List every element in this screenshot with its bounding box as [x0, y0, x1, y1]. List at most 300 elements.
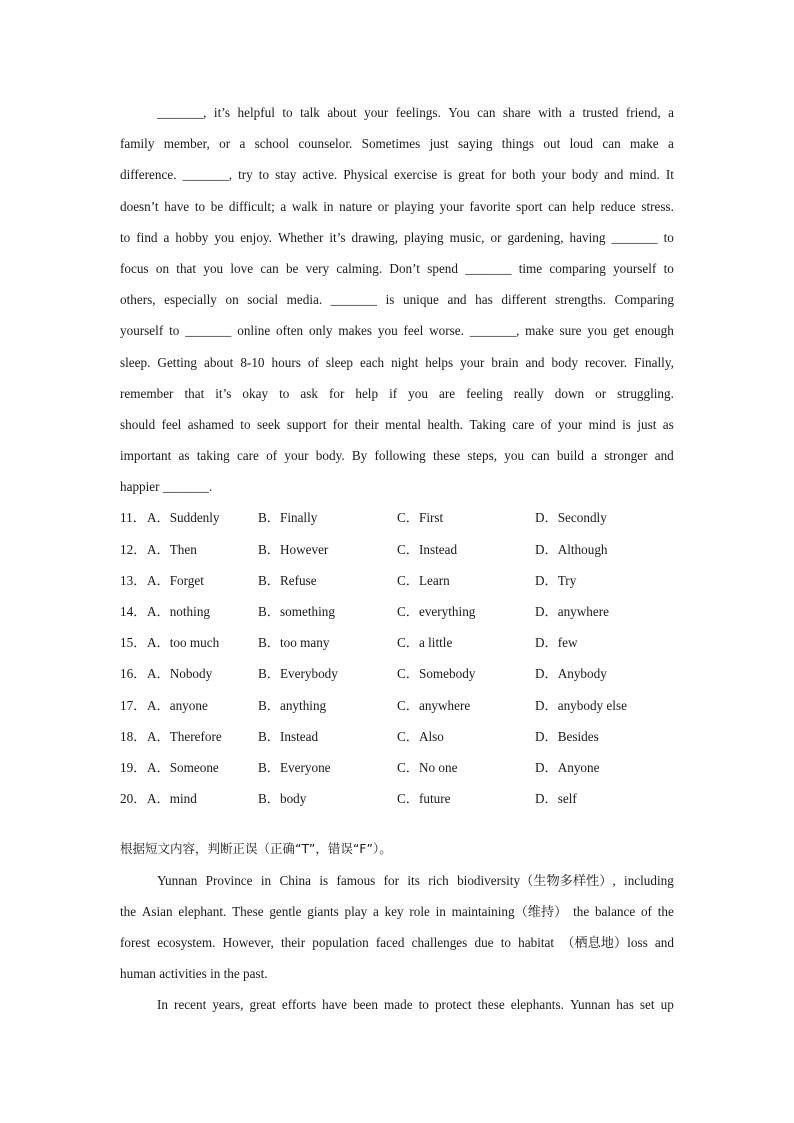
question-number: 15．	[120, 635, 147, 651]
word: is	[622, 416, 631, 432]
word: member,	[163, 136, 210, 152]
option-c[interactable]: C．Somebody	[397, 666, 476, 682]
word: protect	[434, 997, 472, 1013]
question-number: 16．	[120, 666, 147, 682]
word: have	[164, 198, 190, 214]
word: these	[477, 997, 505, 1013]
word: a	[280, 198, 287, 214]
word: music,	[449, 229, 485, 245]
word: trusted	[582, 105, 619, 120]
word: and	[654, 934, 674, 950]
option-b[interactable]: B．Everybody	[258, 666, 338, 682]
word: it’s	[215, 385, 232, 401]
word: 8-10	[240, 354, 265, 370]
word: Asian	[141, 903, 173, 919]
word: or	[219, 136, 231, 152]
word: help	[355, 385, 379, 401]
passage-line	[120, 409, 674, 440]
word: is	[443, 167, 453, 183]
option-d[interactable]: D．Try	[535, 572, 577, 588]
passage-line	[120, 253, 674, 284]
word: a	[163, 229, 170, 245]
question-row	[120, 534, 674, 565]
word: on	[225, 292, 239, 308]
option-d[interactable]: D．Besides	[535, 728, 599, 744]
word: is	[319, 872, 329, 888]
word: feel	[403, 323, 424, 339]
question-number: 18．	[120, 728, 147, 744]
word: Province	[205, 872, 253, 888]
question-row	[120, 721, 674, 752]
word: remember	[120, 385, 174, 401]
option-a[interactable]: A．anyone	[147, 697, 208, 713]
word: of	[266, 448, 278, 464]
option-c[interactable]: C．anywhere	[397, 697, 471, 713]
word: your	[284, 448, 309, 464]
word: great	[458, 167, 485, 183]
word: that	[176, 260, 197, 276]
word: nature	[339, 198, 373, 214]
cloze-passage	[120, 97, 674, 502]
word: a	[667, 136, 674, 152]
word: make	[525, 323, 554, 339]
word: efforts	[281, 997, 317, 1013]
word: is	[385, 292, 395, 308]
word: in	[435, 903, 446, 919]
word: are	[438, 385, 456, 401]
word: your	[439, 198, 464, 214]
word: should	[120, 416, 156, 432]
question-row	[120, 565, 674, 596]
question-number: 12．	[120, 541, 147, 557]
option-c[interactable]: C．Instead	[397, 541, 458, 557]
word: a	[569, 105, 575, 120]
word: can	[260, 260, 279, 276]
word: to	[169, 323, 180, 339]
option-b[interactable]: B．body	[258, 791, 307, 807]
word: drawing,	[351, 229, 399, 245]
word: try	[238, 167, 253, 183]
word: it’s	[213, 105, 231, 120]
word: sleep.	[120, 354, 151, 370]
question-row	[120, 596, 674, 627]
word: about	[327, 105, 357, 120]
word: your	[364, 105, 389, 120]
word: with	[538, 105, 562, 120]
word: feeling	[466, 385, 503, 401]
word: up	[660, 997, 674, 1013]
word: difference.	[120, 167, 177, 183]
word: school	[254, 136, 290, 152]
word: maintaining（维持）	[451, 903, 568, 919]
word: exercise	[394, 167, 438, 183]
document-page	[120, 97, 674, 1020]
word: a	[372, 903, 379, 919]
word: feelings.	[395, 105, 441, 120]
word: You	[448, 105, 470, 120]
word: share	[502, 105, 531, 120]
option-b[interactable]: B．something	[258, 604, 335, 619]
word: as	[178, 448, 190, 464]
word: really	[513, 385, 544, 401]
word: mind.	[629, 167, 660, 183]
word: for	[332, 416, 349, 432]
word: Physical	[343, 167, 388, 183]
word: mental	[385, 416, 422, 432]
word: Yunnan	[569, 997, 611, 1013]
word: stronger	[604, 448, 648, 464]
word: famous	[336, 872, 376, 888]
word: makes	[338, 323, 373, 339]
passage-line	[120, 989, 674, 1020]
word: spend	[427, 260, 458, 276]
word: Whether	[277, 229, 324, 245]
word: hobby	[175, 229, 209, 245]
word: recent	[174, 997, 207, 1013]
word: body.	[315, 448, 345, 464]
word: only	[309, 323, 333, 339]
word: for	[490, 167, 506, 183]
word: you	[408, 385, 428, 401]
word: okay	[242, 385, 269, 401]
word: can	[548, 198, 567, 214]
question-row	[120, 502, 674, 533]
word: saying	[458, 136, 493, 152]
question-number: 17．	[120, 697, 147, 713]
word: social	[247, 292, 279, 308]
passage-line	[120, 128, 674, 159]
word: giants	[307, 903, 339, 919]
word: if	[389, 385, 398, 401]
word: （栖息地）loss	[561, 934, 648, 950]
word: stay	[275, 167, 297, 183]
word: population	[312, 934, 369, 950]
word: find	[136, 229, 158, 245]
word: Comparing	[614, 292, 674, 308]
word: _______	[611, 229, 658, 245]
word: ask	[300, 385, 318, 401]
word: habitat	[518, 934, 555, 950]
question-row	[120, 690, 674, 721]
word: time	[518, 260, 543, 276]
word: have	[322, 997, 348, 1013]
word: elephant.	[178, 903, 227, 919]
word: enjoy.	[240, 229, 272, 245]
word: In	[157, 997, 168, 1013]
word: steps,	[467, 448, 498, 464]
word: to	[120, 229, 131, 245]
question-number: 13．	[120, 572, 147, 588]
word: enough	[635, 323, 674, 339]
word: body	[551, 354, 578, 370]
question-row	[120, 627, 674, 658]
word: health.	[427, 416, 463, 432]
word: Yunnan	[157, 872, 198, 888]
word: sport	[516, 198, 543, 214]
option-b[interactable]: B．Everyone	[258, 759, 331, 775]
word: loud	[569, 136, 594, 152]
option-d[interactable]: D．self	[535, 791, 577, 807]
word: gardening,	[507, 229, 564, 245]
question-row	[120, 783, 674, 814]
word: doesn’t	[120, 198, 159, 214]
word: Sometimes	[361, 136, 421, 152]
question-row	[120, 752, 674, 783]
word: difficult;	[228, 198, 275, 214]
word: a	[668, 105, 674, 120]
word: for	[383, 872, 400, 888]
word: care	[512, 416, 535, 432]
word: active.	[302, 167, 338, 183]
word: the	[657, 903, 674, 919]
word: of	[307, 354, 319, 370]
word: their	[280, 934, 306, 950]
word: to	[500, 934, 511, 950]
word: a	[591, 448, 598, 464]
word: night	[391, 354, 419, 370]
word: or	[490, 229, 502, 245]
word: playing	[404, 229, 444, 245]
word: to	[663, 260, 674, 276]
option-a[interactable]: A．Nobody	[147, 666, 213, 682]
word: get	[613, 323, 630, 339]
word: By	[351, 448, 368, 464]
word: _______	[465, 260, 512, 276]
word: taking	[196, 448, 230, 464]
word: your	[460, 354, 485, 370]
word: to	[240, 416, 251, 432]
passage-line	[120, 440, 674, 471]
word: media.	[286, 292, 323, 308]
word: your	[541, 167, 566, 183]
word: of	[540, 416, 552, 432]
word: gentle	[269, 903, 302, 919]
word: support	[286, 416, 327, 432]
word: sleep	[325, 354, 353, 370]
word: and	[525, 354, 545, 370]
word: make	[630, 136, 659, 152]
word: you	[203, 260, 224, 276]
word: things	[501, 136, 535, 152]
word: reduce	[600, 198, 636, 214]
word: been	[353, 997, 378, 1013]
word: faced	[375, 934, 405, 950]
word: including	[624, 872, 674, 888]
word: online	[237, 323, 271, 339]
word: However,	[222, 934, 274, 950]
word: or	[377, 198, 389, 214]
word: challenges	[411, 934, 468, 950]
word: Finally,	[634, 354, 674, 370]
option-c[interactable]: C．Also	[397, 728, 444, 744]
word: worse.	[429, 323, 464, 339]
word: _______	[330, 292, 377, 308]
option-c[interactable]: C．a little	[397, 635, 453, 651]
word: key	[384, 903, 404, 919]
word: out	[543, 136, 561, 152]
word: hours	[271, 354, 301, 370]
option-d[interactable]: D．Secondly	[535, 510, 607, 526]
word: playing	[394, 198, 434, 214]
word: role	[409, 903, 430, 919]
word: mind	[588, 416, 616, 432]
word: Don’t	[389, 260, 420, 276]
word: comparing	[549, 260, 606, 276]
word: a	[239, 136, 246, 152]
option-d[interactable]: D．Although	[535, 541, 608, 557]
option-b[interactable]: B．anything	[258, 697, 327, 713]
word: on	[155, 260, 170, 276]
word: help	[572, 198, 595, 214]
word: focus	[120, 260, 149, 276]
option-a[interactable]: A．mind	[147, 791, 197, 807]
word: it’s	[329, 229, 346, 245]
word: unique	[402, 292, 439, 308]
word: calming.	[336, 260, 383, 276]
word: forest	[120, 934, 151, 950]
passage-line	[120, 159, 674, 190]
word: or	[595, 385, 607, 401]
option-b[interactable]: B．Finally	[258, 510, 318, 526]
word: love	[230, 260, 254, 276]
word: stress.	[641, 198, 674, 214]
passage-line	[120, 315, 674, 346]
word: has	[616, 997, 634, 1013]
word: of	[640, 903, 652, 919]
word: favorite	[469, 198, 511, 214]
word: recover.	[584, 354, 628, 370]
word: just	[637, 416, 657, 432]
passage-line	[120, 378, 674, 409]
word: seek	[256, 416, 281, 432]
word: very	[305, 260, 330, 276]
word: both	[512, 167, 536, 183]
option-d[interactable]: D．Anybody	[535, 666, 607, 682]
option-d[interactable]: D．Anyone	[535, 759, 600, 775]
word: _______	[185, 323, 232, 339]
option-a[interactable]: A．Forget	[147, 572, 204, 588]
option-b[interactable]: B．Instead	[258, 728, 319, 744]
word: down	[554, 385, 585, 401]
word: made	[384, 997, 413, 1013]
word: you	[214, 229, 235, 245]
section-instruction: 根据短文内容，判断正误（正确“T”，错误“F”）。	[120, 841, 392, 857]
word: these	[433, 448, 461, 464]
word: helpful	[237, 105, 275, 120]
question-row	[120, 658, 674, 689]
word: counselor.	[298, 136, 353, 152]
word: due	[474, 934, 494, 950]
option-c[interactable]: C．future	[397, 791, 451, 807]
word: and	[654, 448, 674, 464]
word: can	[602, 136, 621, 152]
word: helps	[425, 354, 454, 370]
word: feel	[161, 416, 182, 432]
option-d[interactable]: D．anywhere	[535, 604, 609, 619]
word: yourself	[120, 323, 164, 339]
word: be	[210, 198, 224, 214]
word: _______,	[469, 323, 520, 339]
word: to	[194, 198, 206, 214]
word: about	[204, 354, 234, 370]
option-d[interactable]: D．anybody else	[535, 697, 627, 713]
option-d[interactable]: D．few	[535, 635, 578, 651]
word: rich	[428, 872, 449, 888]
word: brain	[491, 354, 519, 370]
passage-line	[120, 347, 674, 378]
word: has	[475, 292, 493, 308]
word: often	[276, 323, 304, 339]
option-a[interactable]: A．Someone	[147, 759, 219, 775]
option-c[interactable]: C．No one	[397, 759, 458, 775]
word: as	[662, 416, 674, 432]
word: family	[120, 136, 155, 152]
passage-line	[120, 97, 674, 128]
word: important	[120, 448, 172, 464]
word: friend,	[625, 105, 661, 120]
word: Taking	[469, 416, 506, 432]
word: sure	[559, 323, 582, 339]
option-b[interactable]: B．However	[258, 541, 329, 557]
word: your	[558, 416, 583, 432]
word: _______,	[182, 167, 233, 183]
question-number: 11．	[120, 510, 146, 526]
word: build	[556, 448, 584, 464]
word: years,	[212, 997, 244, 1013]
word: walk	[291, 198, 318, 214]
word: to	[258, 167, 270, 183]
option-b[interactable]: B．Refuse	[258, 572, 317, 588]
word: play	[344, 903, 368, 919]
option-a[interactable]: A．nothing	[147, 604, 211, 619]
word: their	[354, 416, 379, 432]
word: ashamed	[187, 416, 234, 432]
word: care	[236, 448, 259, 464]
word: set	[639, 997, 655, 1013]
word: balance	[594, 903, 636, 919]
word: each	[360, 354, 385, 370]
word: in	[323, 198, 334, 214]
word: to	[663, 229, 674, 245]
word: strengths.	[555, 292, 607, 308]
word: be	[285, 260, 299, 276]
word: the	[120, 903, 137, 919]
option-c[interactable]: C．First	[397, 510, 444, 526]
word: you	[587, 323, 608, 339]
word: you	[377, 323, 398, 339]
word: body	[571, 167, 599, 183]
passage-line	[120, 191, 674, 222]
question-number: 20．	[120, 791, 147, 807]
word: to	[418, 997, 429, 1013]
word: having	[569, 229, 606, 245]
word: ecosystem.	[157, 934, 216, 950]
option-a[interactable]: A．Suddenly	[147, 510, 220, 526]
option-a[interactable]: A．Then	[147, 541, 197, 557]
option-b[interactable]: B．too many	[258, 635, 330, 651]
word: that	[184, 385, 205, 401]
option-c[interactable]: C．Learn	[397, 572, 450, 588]
word: These	[232, 903, 264, 919]
word: others,	[120, 292, 156, 308]
word: just	[429, 136, 449, 152]
word: you	[504, 448, 525, 464]
option-a[interactable]: A．too much	[147, 635, 220, 651]
word: talk	[300, 105, 320, 120]
option-c[interactable]: C．everything	[397, 604, 476, 619]
word: biodiversity（生物多样性）,	[457, 872, 616, 888]
option-a[interactable]: A．Therefore	[147, 728, 222, 744]
